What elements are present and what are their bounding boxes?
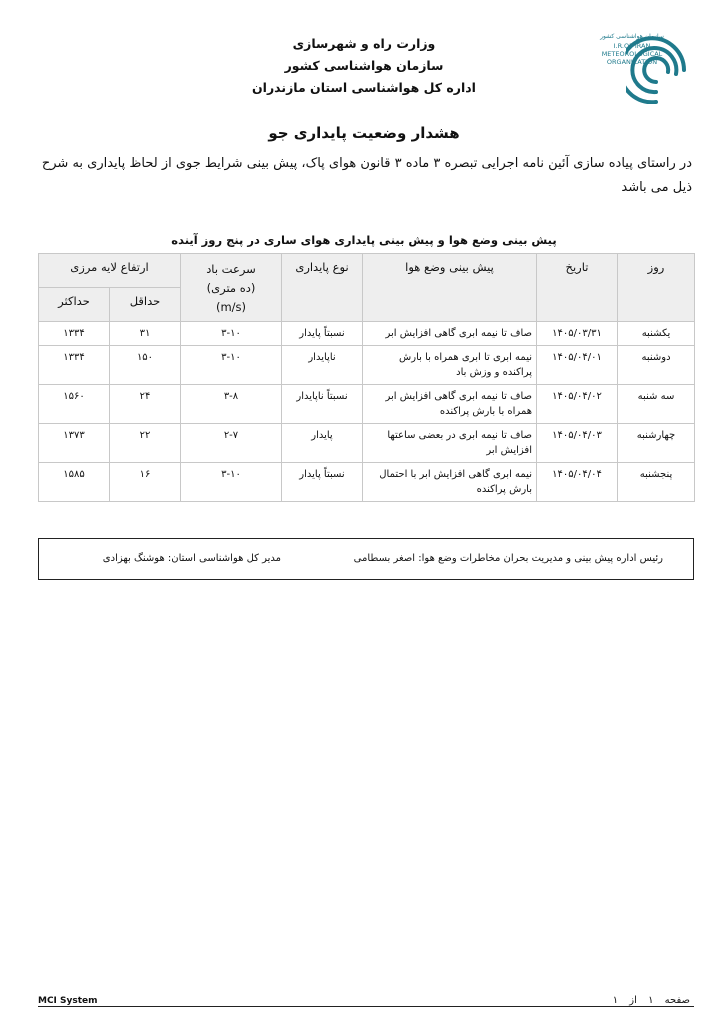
table-row: [39, 322, 695, 346]
cell-weather: نیمه ابری گاهی افزایش ابر با احتمال بارش پراکنده: [363, 463, 537, 502]
header-day: روز: [618, 254, 695, 322]
cell-day: سه شنبه: [618, 385, 695, 424]
table-title: پیش بینی وضع هوا و پیش بینی پایداری هوای ساری در پنج روز آینده: [171, 233, 557, 247]
cell-max: ۱۵۸۵: [39, 463, 110, 502]
cell-wind: ۳-۸: [181, 385, 282, 424]
footer-page-label: صفحه: [664, 995, 690, 1006]
cell-weather: صاف تا نیمه ابری در بعضی ساعتها افزایش ابر: [363, 424, 537, 463]
header-wind: [181, 254, 282, 322]
cell-date: ۱۴۰۵/۰۴/۰۲: [537, 385, 618, 424]
table-row: [39, 385, 695, 424]
spiral-emblem-icon: [626, 32, 686, 104]
signature-director-general: مدیر کل هواشناسی استان: هوشنگ بهزادی: [102, 553, 281, 564]
cell-min: ۲۲: [110, 424, 181, 463]
signature-box: [38, 538, 694, 580]
ministry-header: [200, 33, 528, 99]
table-row: [39, 463, 695, 502]
forecast-table: [38, 253, 695, 502]
cell-wind: ۲-۷: [181, 424, 282, 463]
cell-wind: ۳-۱۰: [181, 346, 282, 385]
header-max: حداکثر: [39, 288, 110, 322]
header-department: اداره کل هواشناسی استان مازندران: [252, 80, 476, 95]
cell-min: ۳۱: [110, 322, 181, 346]
cell-date: ۱۴۰۵/۰۴/۰۱: [537, 346, 618, 385]
intro-paragraph: در راستای پیاده سازی آئین نامه اجرایی تبصره ۳ ماده ۳ قانون هوای پاک، پیش بینی شرایط جوی از لحاظ پایداری به شرح ذیل می باشد: [41, 156, 692, 195]
cell-min: ۱۵۰: [110, 346, 181, 385]
footer-divider: [38, 1006, 694, 1007]
footer-page-number: [605, 995, 690, 1006]
cell-max: ۱۵۶۰: [39, 385, 110, 424]
header-min: حداقل: [110, 288, 181, 322]
cell-min: ۲۴: [110, 385, 181, 424]
cell-stability: نسبتاً پایدار: [282, 322, 363, 346]
cell-stability: ناپایدار: [282, 346, 363, 385]
signature-forecast-head: رئیس اداره پیش بینی و مدیریت بحران مخاطرات وضع هوا: اصغر بسطامی: [353, 553, 663, 564]
cell-max: ۱۳۳۴: [39, 322, 110, 346]
header-weather: پیش بینی وضع هوا: [363, 254, 537, 322]
logo-text-line3: ORGANIZATION: [606, 58, 658, 66]
header-wind-line2: (ده متری): [206, 281, 256, 295]
logo-text-line2: METEOROLOGICAL: [601, 50, 663, 58]
cell-wind: ۳-۱۰: [181, 322, 282, 346]
cell-day: دوشنبه: [618, 346, 695, 385]
header-organization: سازمان هواشناسی کشور: [284, 58, 444, 73]
logo-text-fa: سازمان هواشناسی کشور: [600, 33, 664, 40]
header-stability: نوع پایداری: [282, 254, 363, 322]
header-ministry: وزارت راه و شهرسازی: [292, 36, 436, 51]
page-title: هشدار وضعیت پایداری جو: [268, 124, 460, 142]
cell-stability: نسبتاً ناپایدار: [282, 385, 363, 424]
meteorological-organization-logo: [582, 30, 686, 106]
footer-page-total: ۱: [612, 995, 619, 1006]
cell-weather: نیمه ابری تا ابری همراه با بارش پراکنده و وزش باد: [363, 346, 537, 385]
cell-date: ۱۴۰۵/۰۳/۳۱: [537, 322, 618, 346]
header-boundary-layer: ارتفاع لایه مرزی: [39, 254, 181, 288]
cell-weather: صاف تا نیمه ابری گاهی افزایش ابر همراه با بارش پراکنده: [363, 385, 537, 424]
footer-system-label: MCI System: [38, 996, 98, 1006]
cell-day: چهارشنبه: [618, 424, 695, 463]
footer-page-current: ۱: [648, 995, 654, 1006]
cell-min: ۱۶: [110, 463, 181, 502]
cell-day: پنجشنبه: [618, 463, 695, 502]
cell-max: ۱۳۷۳: [39, 424, 110, 463]
cell-day: یکشنبه: [618, 322, 695, 346]
cell-stability: پایدار: [282, 424, 363, 463]
cell-stability: نسبتاً پایدار: [282, 463, 363, 502]
header-date: تاریخ: [537, 254, 618, 322]
logo-text-line1: I.R.OF IRAN: [613, 42, 651, 50]
cell-date: ۱۴۰۵/۰۴/۰۴: [537, 463, 618, 502]
cell-wind: ۳-۱۰: [181, 463, 282, 502]
cell-weather: صاف تا نیمه ابری گاهی افزایش ابر: [363, 322, 537, 346]
cell-max: ۱۳۳۴: [39, 346, 110, 385]
footer-page-separator: از: [629, 995, 637, 1006]
table-row: [39, 424, 695, 463]
header-wind-line1: سرعت باد: [206, 262, 256, 276]
cell-date: ۱۴۰۵/۰۴/۰۳: [537, 424, 618, 463]
table-row: [39, 346, 695, 385]
header-wind-line3: (m/s): [215, 300, 247, 314]
